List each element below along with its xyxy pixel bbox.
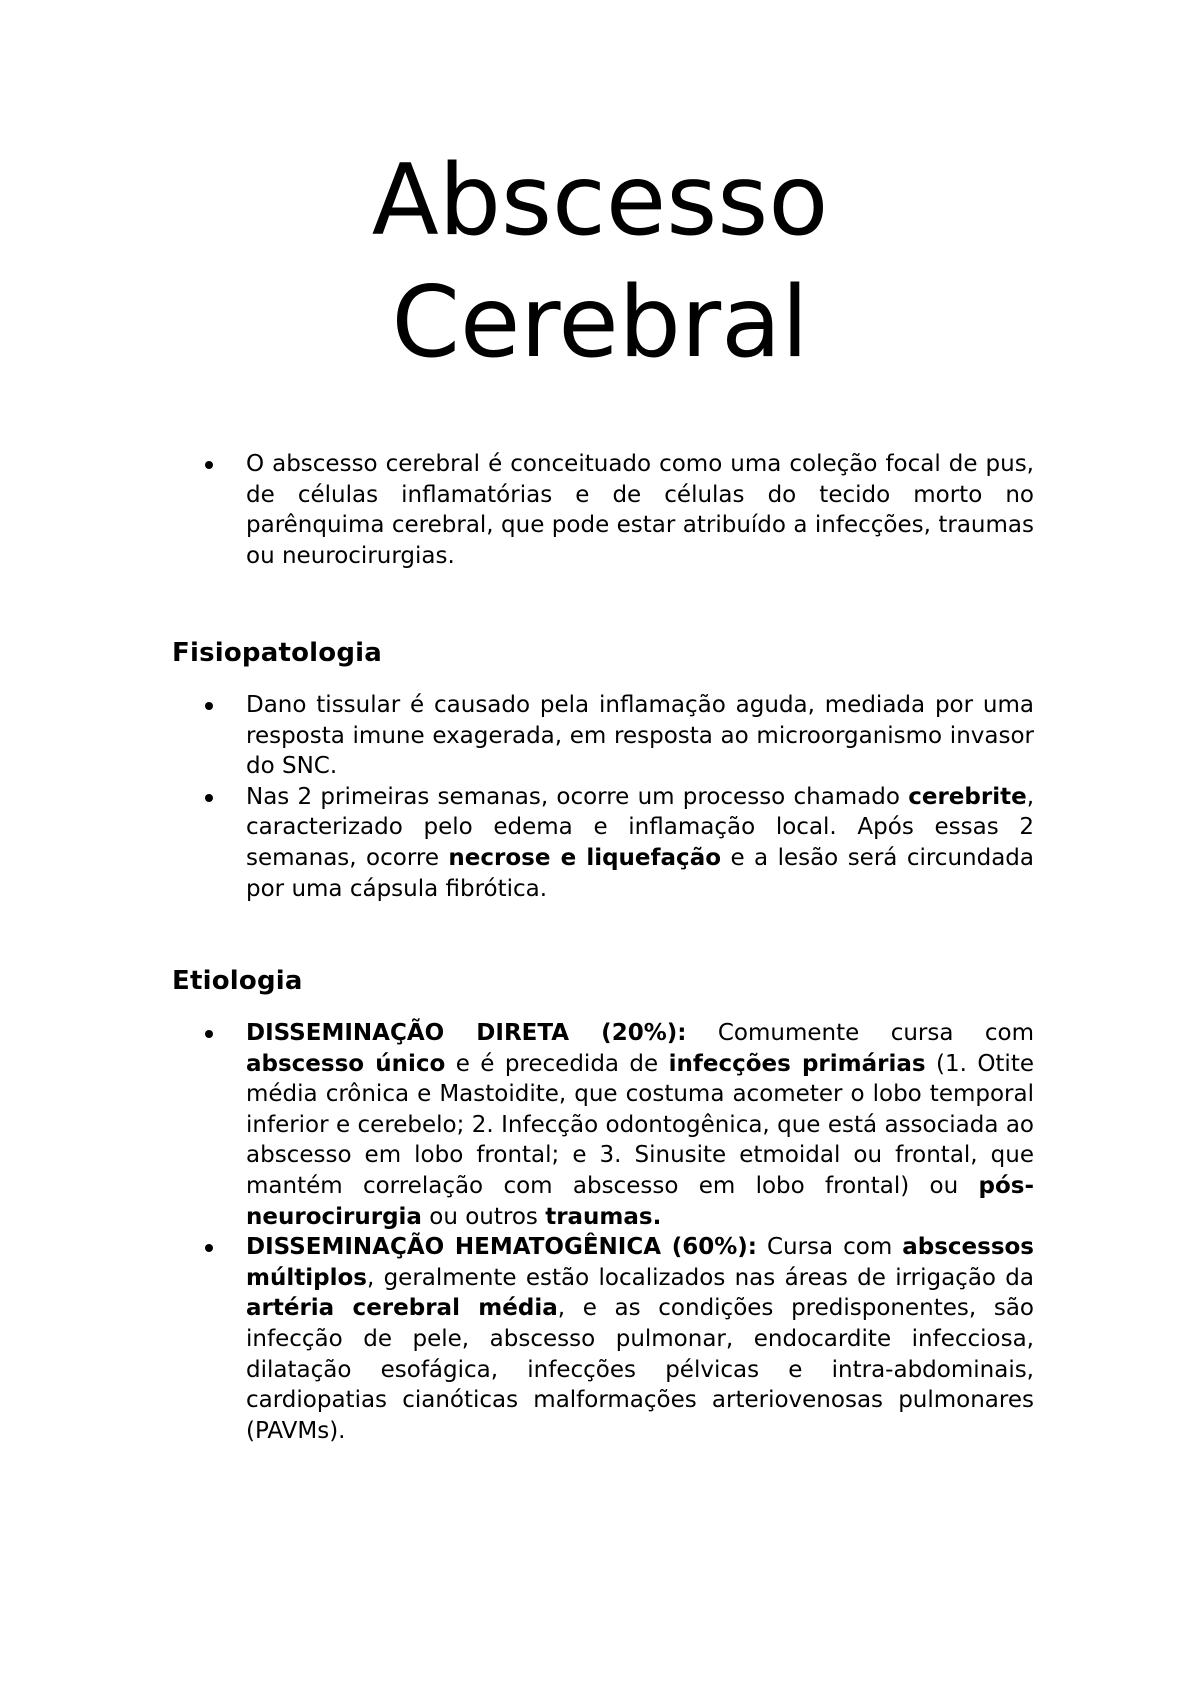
intro-list (172, 449, 1034, 571)
text-run: ou outros (421, 1203, 546, 1230)
section-heading-fisiopatologia: Fisiopatologia (172, 638, 383, 668)
bullet-icon (205, 1244, 213, 1252)
text-run: , e as condições predisponentes, são infecção de pele, abscesso pulmonar, endocardite infecciosa, dilatação esofágica, infecções pélvicas e intra-abdominais, cardiopatias cianóticas malformações arteriovenosas pulmonares (PAVMs). (246, 1295, 1034, 1444)
text-run: (1. Otite média crônica e Mastoidite, que costuma acometer o lobo temporal inferior e cerebelo; 2. Infecção odontogênica, que está associada ao abscesso em lobo frontal; e 3. Sinusite etmoidal ou frontal, que mantém correlação com abscesso em lobo frontal) ou (246, 1050, 1034, 1199)
list-item-text (246, 692, 1034, 779)
list-item-text (246, 1234, 1034, 1444)
text-run: Comumente cursa com (686, 1020, 1034, 1046)
text-run: , caracterizado pelo edema e inflamação local. Após essas 2 semanas, ocorre (246, 783, 1034, 871)
bold-text-run: cerebrite (908, 783, 1027, 810)
bold-text-run: artéria cerebral média (246, 1295, 558, 1322)
text-run: e a lesão será circundada por uma cápsula fibrótica. (246, 844, 1034, 902)
bold-text-run: abscesso único (246, 1050, 446, 1077)
text-run: Dano tissular é causado pela inflamação aguda, mediada por uma resposta imune exagerada, em resposta ao microorganismo invasor do SNC. (246, 692, 1034, 780)
text-run: e é precedida de (445, 1050, 669, 1077)
bullet-icon (205, 702, 213, 710)
intro-section (172, 449, 1034, 571)
title-line-2: Cerebral (391, 266, 809, 380)
bold-text-run: abscessos múltiplos (246, 1234, 1034, 1291)
bold-text-run: traumas. (545, 1203, 662, 1230)
list-item (172, 1018, 1034, 1232)
bold-text-run: DISSEMINAÇÃO DIRETA (20%): (246, 1020, 687, 1046)
list-item (172, 782, 1034, 904)
text-run: Nas 2 primeiras semanas, ocorre um processo chamado (246, 783, 909, 810)
list-item-text (246, 451, 1034, 569)
text-run: Cursa com (756, 1234, 903, 1261)
bold-text-run: DISSEMINAÇÃO HEMATOGÊNICA (60%): (246, 1234, 757, 1261)
bold-text-run: infecções primárias (668, 1050, 926, 1077)
fisiopatologia-section (172, 636, 1034, 904)
text-run: O abscesso cerebral é conceituado como uma coleção focal de pus, de células inflamatórias e de células do tecido morto no parênquima cerebral, que pode estar atribuído a infecções, traumas ou neurocirurgias. (246, 451, 1034, 569)
list-item (172, 1232, 1034, 1446)
etiologia-section (172, 964, 1034, 1446)
bullet-icon (205, 1030, 213, 1038)
bullet-icon (205, 794, 213, 802)
etiologia-list (172, 1018, 1034, 1446)
document-title (0, 140, 1200, 384)
bullet-icon (205, 461, 213, 469)
list-item-text (246, 784, 1034, 902)
title-line-1: Abscesso (371, 144, 829, 258)
bold-text-run: necrose e liquefação (448, 844, 722, 871)
list-item-text (246, 1020, 1034, 1230)
text-run: , geralmente estão localizados nas áreas de irrigação da (366, 1264, 1034, 1291)
list-item (172, 449, 1034, 571)
fisiopatologia-list (172, 690, 1034, 904)
section-heading-etiologia: Etiologia (172, 966, 303, 996)
bold-text-run: pós-neurocirurgia (246, 1172, 1034, 1230)
list-item (172, 690, 1034, 782)
